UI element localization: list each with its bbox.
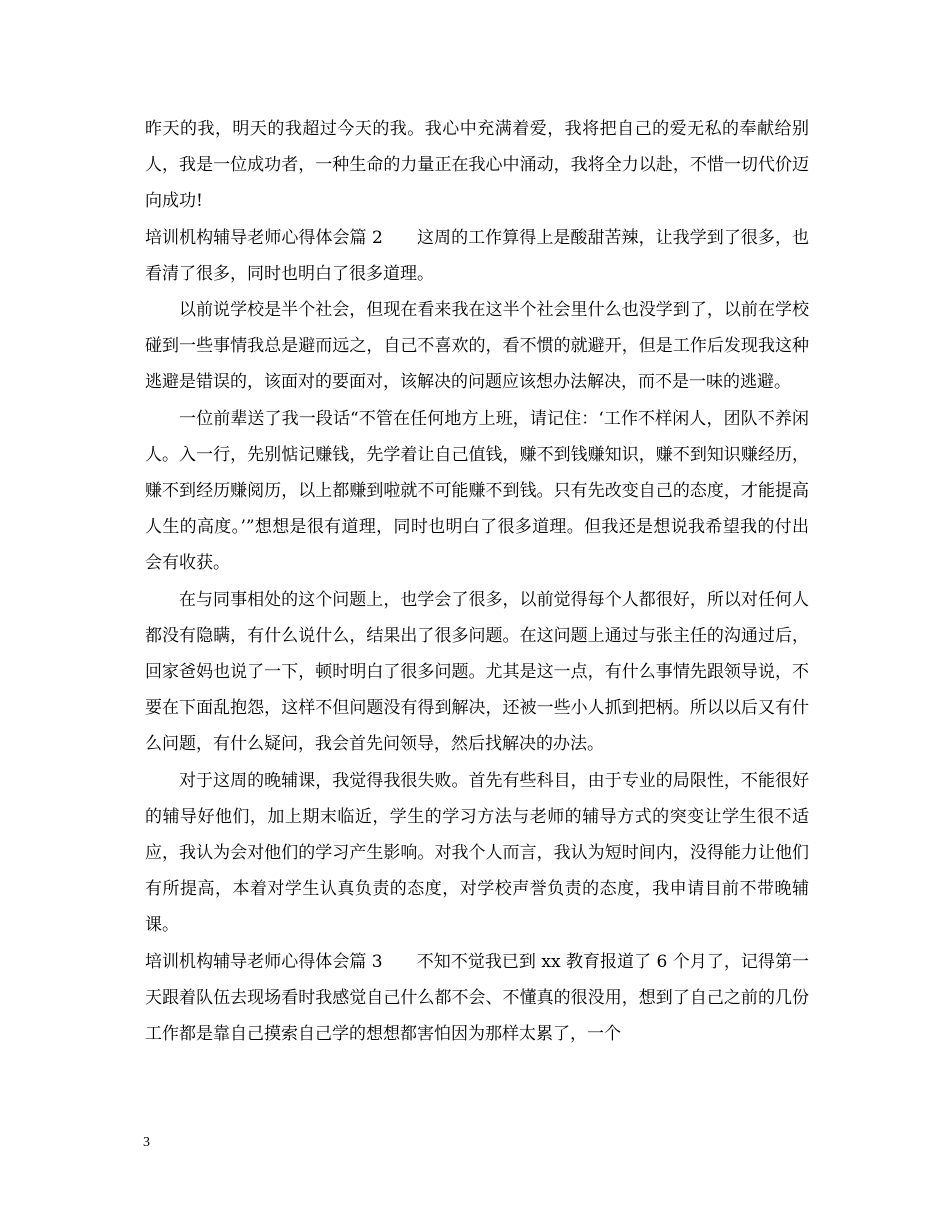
- paragraph-continuation: 昨天的我，明天的我超过今天的我。我心中充满着爱，我将把自己的爱无私的奉献给别人，我是一位成功者，一种生命的力量正在我心中涌动，我将全力以赴，不惜一切代价迈向成功!: [145, 119, 809, 212]
- paragraph-colleagues: 在与同事相处的这个问题上，也学会了很多，以前觉得每个人都很好，所以对任何人都没有隐瞒，有什么说什么，结果出了很多问题。在这问题上通过与张主任的沟通过后，回家爸妈也说了一下，顿时明白了很多问题。尤其是这一点，有什么事情先跟领导说，不要在下面乱抱怨，这样不但问题没有得到解决，还被一些小人抓到把柄。所以以后又有什么问题，有什么疑问，我会首先问领导，然后找解决的办法。: [145, 589, 809, 755]
- section-3-intro: 不知不觉我已到 xx 教育报道了 6 个月了，记得第一天跟着队伍去现场看时我感觉自己什么都不会、不懂真的很没用，想到了自己之前的几份工作都是靠自己摸索自己学的想想都害怕因为那样太累了，一个: [145, 951, 809, 1045]
- paragraph-school-society: 以前说学校是半个社会，但现在看来我在这半个社会里什么也没学到了，以前在学校碰到一些事情我总是避而远之，自己不喜欢的，看不惯的就避开，但是工作后发现我这种逃避是错误的，该面对的要面对，该解决的问题应该想办法解决，而不是一味的逃避。: [145, 300, 809, 393]
- paragraph-evening-tutoring: 对于这周的晚辅课，我觉得我很失败。首先有些科目，由于专业的局限性，不能很好的辅导好他们，加上期末临近，学生的学习方法与老师的辅导方式的突变让学生很不适应，我认为会对他们的学习产生影响。对我个人而言，我认为短时间内，没得能力让他们有所提高，本着对学生认真负责的态度，对学校声誉负责的态度，我申请目前不带晚辅课。: [145, 770, 809, 936]
- page-number: 3: [143, 1135, 150, 1150]
- section-heading-3: 培训机构辅导老师心得体会篇 3: [145, 951, 383, 972]
- section-heading-2: 培训机构辅导老师心得体会篇 2: [145, 227, 383, 248]
- paragraph-senior-advice: 一位前辈送了我一段话“不管在任何地方上班，请记住：‘工作不样闲人，团队不养闲人。入一行，先别惦记赚钱，先学着让自己值钱，赚不到钱赚知识，赚不到知识赚经历，赚不到经历赚阅历，以上都赚到啦就不可能赚不到钱。只有先改变自己的态度，才能提高人生的高度。’”想想是很有道理，同时也明白了很多道理。但我还是想说我希望我的付出会有收获。: [145, 408, 809, 574]
- heading-gap: [383, 952, 417, 972]
- paragraph-section-2: [145, 220, 809, 292]
- heading-gap: [383, 228, 417, 248]
- section-2-intro: 这周的工作算得上是酸甜苦辣，让我学到了很多，也看清了很多，同时也明白了很多道理。: [145, 227, 809, 284]
- paragraph-section-3: [145, 944, 809, 1053]
- document-body: [145, 111, 809, 1052]
